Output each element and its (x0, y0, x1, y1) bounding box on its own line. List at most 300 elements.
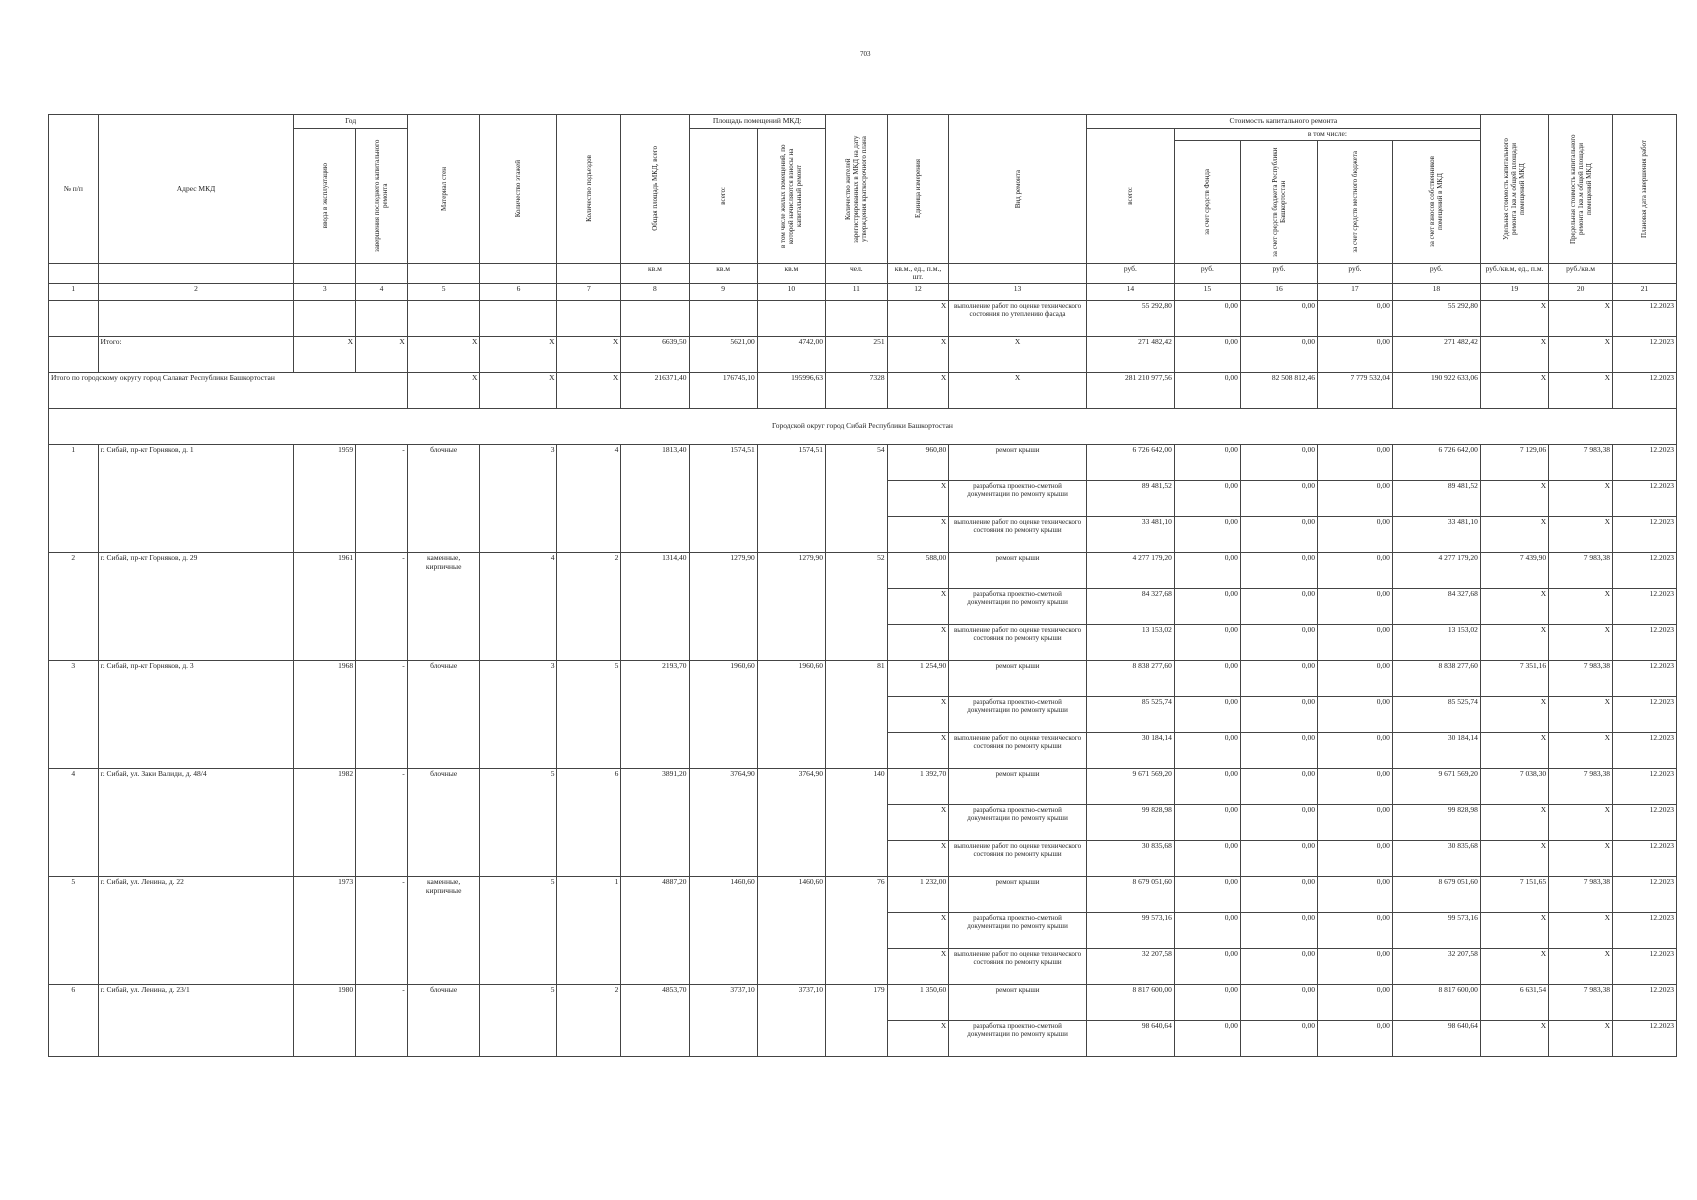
table-cell: 76 (826, 876, 888, 984)
table-cell: разработка проектно-сметной документации по ремонту крыши (949, 1020, 1087, 1056)
table-cell: 0,00 (1240, 660, 1317, 696)
table-cell: ремонт крыши (949, 876, 1087, 912)
table-cell: 4 (480, 552, 557, 660)
table-cell: X (887, 912, 949, 948)
table-cell: 0,00 (1240, 840, 1317, 876)
header-entrances: Количество подъездов (557, 115, 621, 264)
table-cell: X (1480, 1020, 1548, 1056)
column-number: 9 (689, 283, 757, 300)
table-cell: X (1480, 300, 1548, 336)
column-number: 8 (621, 283, 689, 300)
header-local-budget: за счет средств местного бюджета (1317, 140, 1392, 263)
table-cell: X (1549, 948, 1613, 984)
table-cell: 7328 (826, 372, 888, 408)
table-cell: X (1549, 336, 1613, 372)
table-cell: 0,00 (1317, 624, 1392, 660)
table-cell: выполнение работ по оценке технического состояния по ремонту крыши (949, 624, 1087, 660)
table-cell: 0,00 (1240, 984, 1317, 1020)
table-cell: 271 482,42 (1392, 336, 1480, 372)
table-cell: 6 (49, 984, 99, 1056)
table-cell: 0,00 (1317, 876, 1392, 912)
house-row (49, 768, 1677, 804)
table-cell: 1959 (294, 444, 356, 552)
page-number: 703 (860, 50, 871, 58)
table-cell: 52 (826, 552, 888, 660)
table-cell: X (1549, 840, 1613, 876)
table-cell: 99 828,98 (1086, 804, 1174, 840)
table-cell: 176745,10 (689, 372, 757, 408)
header-fund: за счет средств Фонда (1174, 140, 1240, 263)
table-cell: 1279,90 (689, 552, 757, 660)
table-cell: X (1480, 732, 1548, 768)
table-cell: X (1549, 624, 1613, 660)
table-cell: г. Сибай, ул. Заки Валиди, д. 48/4 (98, 768, 294, 876)
table-cell: 0,00 (1317, 1020, 1392, 1056)
table-cell: 98 640,64 (1392, 1020, 1480, 1056)
header-unit-cost: Удельная стоимость капитального ремонта 1кв.м общей площади помещений МКД (1480, 115, 1548, 264)
table-cell: 12.2023 (1612, 804, 1676, 840)
house-row (49, 660, 1677, 696)
table-row (49, 300, 1677, 336)
table-cell: 1960,60 (757, 660, 825, 768)
table-cell: г. Сибай, пр-кт Горняков, д. 29 (98, 552, 294, 660)
table-cell: 0,00 (1240, 300, 1317, 336)
unit-cell: руб. (1174, 263, 1240, 283)
table-cell: X (949, 336, 1087, 372)
table-cell: 0,00 (1240, 480, 1317, 516)
table-cell: 1 (557, 876, 621, 984)
table-cell: 12.2023 (1612, 984, 1676, 1020)
table-cell: 1982 (294, 768, 356, 876)
table-cell: 30 184,14 (1392, 732, 1480, 768)
table-cell: 0,00 (1240, 516, 1317, 552)
table-cell: выполнение работ по оценке технического состояния по ремонту крыши (949, 840, 1087, 876)
table-cell: 12.2023 (1612, 480, 1676, 516)
header-incl: в том числе: (1174, 129, 1480, 141)
table-cell: 12.2023 (1612, 372, 1676, 408)
table-cell: 5 (480, 876, 557, 984)
header-commission-year: ввода в эксплуатацию (294, 129, 356, 264)
table-cell: 55 292,80 (1392, 300, 1480, 336)
table-cell: 3737,10 (757, 984, 825, 1056)
table-cell: 12.2023 (1612, 840, 1676, 876)
table-cell: выполнение работ по оценке технического состояния по утеплению фасада (949, 300, 1087, 336)
table-cell: 4 277 179,20 (1392, 552, 1480, 588)
column-number: 10 (757, 283, 825, 300)
table-cell: разработка проектно-сметной документации по ремонту крыши (949, 804, 1087, 840)
table-cell: 0,00 (1317, 696, 1392, 732)
header-year-group: Год (294, 115, 407, 129)
table-cell: 82 508 812,46 (1240, 372, 1317, 408)
table-cell: 6 726 642,00 (1392, 444, 1480, 480)
table-cell: 0,00 (1317, 588, 1392, 624)
table-cell: X (1480, 948, 1548, 984)
table-cell: 0,00 (1317, 804, 1392, 840)
table-cell: 0,00 (1174, 840, 1240, 876)
unit-cell: кв.м (757, 263, 825, 283)
house-row (49, 444, 1677, 480)
table-cell: 0,00 (1174, 732, 1240, 768)
table-cell: 9 671 569,20 (1086, 768, 1174, 804)
table-cell: 1961 (294, 552, 356, 660)
table-cell: 0,00 (1174, 516, 1240, 552)
table-cell: 0,00 (1174, 444, 1240, 480)
table-cell: 0,00 (1317, 732, 1392, 768)
unit-cell: руб. (1086, 263, 1174, 283)
table-cell: X (1549, 1020, 1613, 1056)
table-cell: 7 129,06 (1480, 444, 1548, 480)
table-cell: 12.2023 (1612, 516, 1676, 552)
table-cell: 7 038,30 (1480, 768, 1548, 804)
table-cell: 0,00 (1240, 624, 1317, 660)
table-cell: 12.2023 (1612, 624, 1676, 660)
table-cell: г. Сибай, пр-кт Горняков, д. 1 (98, 444, 294, 552)
table-cell: 5 (49, 876, 99, 984)
table-cell: X (887, 336, 949, 372)
table-cell: г. Сибай, ул. Ленина, д. 22 (98, 876, 294, 984)
table-cell: 1574,51 (689, 444, 757, 552)
table-cell: 12.2023 (1612, 1020, 1676, 1056)
table-cell: 0,00 (1240, 876, 1317, 912)
table-cell: выполнение работ по оценке технического состояния по ремонту крыши (949, 948, 1087, 984)
table-cell: 0,00 (1317, 912, 1392, 948)
table-cell: 0,00 (1240, 768, 1317, 804)
table-cell: 12.2023 (1612, 660, 1676, 696)
house-row (49, 876, 1677, 912)
table-cell: 7 983,38 (1549, 876, 1613, 912)
table-cell: 2193,70 (621, 660, 689, 768)
table-header (49, 115, 1677, 301)
table-cell: 2 (557, 552, 621, 660)
column-number: 18 (1392, 283, 1480, 300)
table-cell: 0,00 (1317, 444, 1392, 480)
table-cell: 0,00 (1174, 696, 1240, 732)
table-cell: 89 481,52 (1392, 480, 1480, 516)
table-cell: X (557, 372, 621, 408)
table-cell: 0,00 (1317, 984, 1392, 1020)
section-title: Городской округ город Сибай Республики Башкортостан (49, 408, 1677, 444)
table-cell: 0,00 (1317, 552, 1392, 588)
table-cell: 81 (826, 660, 888, 768)
table-cell: 0,00 (1174, 300, 1240, 336)
table-cell: выполнение работ по оценке технического состояния по ремонту крыши (949, 516, 1087, 552)
table-cell: 98 640,64 (1086, 1020, 1174, 1056)
table-cell: X (1480, 804, 1548, 840)
table-cell: X (1480, 480, 1548, 516)
table-cell: X (1549, 696, 1613, 732)
table-cell: 1279,90 (757, 552, 825, 660)
unit-cell: руб./кв.м (1549, 263, 1613, 283)
table-cell: 6 726 642,00 (1086, 444, 1174, 480)
table-cell: 7 351,16 (1480, 660, 1548, 696)
table-cell: X (1480, 372, 1548, 408)
house-row (49, 984, 1677, 1020)
table-cell: 1 (49, 444, 99, 552)
table-cell: - (356, 876, 408, 984)
header-area-group: Площадь помещений МКД: (689, 115, 825, 129)
table-cell: X (887, 300, 949, 336)
table-cell: 179 (826, 984, 888, 1056)
header-wall-material: Материал стен (407, 115, 480, 264)
table-cell: блочные (407, 984, 480, 1056)
column-number: 6 (480, 283, 557, 300)
table-cell: 0,00 (1174, 372, 1240, 408)
table-cell: 281 210 977,56 (1086, 372, 1174, 408)
table-cell: 3891,20 (621, 768, 689, 876)
table-cell: 0,00 (1240, 552, 1317, 588)
table-cell: Итого по городскому округу город Салават Республики Башкортостан (49, 372, 408, 408)
header-address: Адрес МКД (98, 115, 294, 264)
table-cell: 30 835,68 (1392, 840, 1480, 876)
header-number: № п/п (49, 115, 99, 264)
table-cell: X (1549, 912, 1613, 948)
table-cell: 0,00 (1240, 588, 1317, 624)
unit-cell: кв.м (689, 263, 757, 283)
table-cell: - (356, 444, 408, 552)
table-cell: 8 838 277,60 (1392, 660, 1480, 696)
table-cell: 7 779 532,04 (1317, 372, 1392, 408)
table-cell: 0,00 (1317, 768, 1392, 804)
table-cell: X (887, 696, 949, 732)
table-cell: 960,80 (887, 444, 949, 480)
header-cost-total: всего: (1086, 129, 1174, 264)
table-cell: 7 983,38 (1549, 768, 1613, 804)
table-cell: 6639,50 (621, 336, 689, 372)
table-cell: 12.2023 (1612, 552, 1676, 588)
table-cell: разработка проектно-сметной документации по ремонту крыши (949, 696, 1087, 732)
table-cell: каменные, кирпичные (407, 876, 480, 984)
table-cell: 12.2023 (1612, 696, 1676, 732)
column-number: 2 (98, 283, 294, 300)
table-cell: - (356, 660, 408, 768)
table-cell: X (1480, 336, 1548, 372)
table-cell: блочные (407, 444, 480, 552)
table-cell: X (356, 336, 408, 372)
column-number: 3 (294, 283, 356, 300)
table-cell: 7 983,38 (1549, 984, 1613, 1020)
header-area-total: всего: (689, 129, 757, 264)
table-cell: 1973 (294, 876, 356, 984)
column-number: 15 (1174, 283, 1240, 300)
table-cell: 0,00 (1317, 516, 1392, 552)
table-cell: 190 922 633,06 (1392, 372, 1480, 408)
table-cell: 6 (557, 768, 621, 876)
table-cell: 33 481,10 (1086, 516, 1174, 552)
table-cell: 8 817 600,00 (1086, 984, 1174, 1020)
table-cell: 89 481,52 (1086, 480, 1174, 516)
table-cell: 7 983,38 (1549, 444, 1613, 480)
table-cell: 12.2023 (1612, 336, 1676, 372)
table-cell: 0,00 (1240, 804, 1317, 840)
unit-cell: руб. (1317, 263, 1392, 283)
table-cell: X (1480, 696, 1548, 732)
table-cell: 1 254,90 (887, 660, 949, 696)
table-cell: X (887, 840, 949, 876)
table-cell: 32 207,58 (1086, 948, 1174, 984)
table-cell: выполнение работ по оценке технического состояния по ремонту крыши (949, 732, 1087, 768)
table-cell: 0,00 (1174, 588, 1240, 624)
table-cell: 4 277 179,20 (1086, 552, 1174, 588)
table-cell: 12.2023 (1612, 444, 1676, 480)
table-cell: 84 327,68 (1392, 588, 1480, 624)
unit-cell: чел. (826, 263, 888, 283)
table-cell: 99 573,16 (1392, 912, 1480, 948)
table-cell: - (356, 768, 408, 876)
table-cell: 32 207,58 (1392, 948, 1480, 984)
table-cell: блочные (407, 660, 480, 768)
table-cell: Итого: (98, 336, 294, 372)
table-cell: X (887, 804, 949, 840)
table-cell: X (407, 372, 480, 408)
table-cell: г. Сибай, пр-кт Горняков, д. 3 (98, 660, 294, 768)
table-cell: X (887, 588, 949, 624)
table-cell: каменные, кирпичные (407, 552, 480, 660)
table-cell: 54 (826, 444, 888, 552)
table-cell: 0,00 (1174, 912, 1240, 948)
table-cell: 12.2023 (1612, 912, 1676, 948)
table-cell: X (887, 624, 949, 660)
table-cell: 0,00 (1240, 444, 1317, 480)
table-cell: 0,00 (1240, 732, 1317, 768)
table-cell: 3764,90 (689, 768, 757, 876)
header-residents: Количество жителей зарегистрированных в МКД на дату утверждения краткосрочного плана (826, 115, 888, 264)
table-cell: 0,00 (1317, 480, 1392, 516)
table-cell: 1980 (294, 984, 356, 1056)
table-cell: 0,00 (1317, 336, 1392, 372)
table-cell: 588,00 (887, 552, 949, 588)
unit-cell: кв.м., ед., п.м., шт. (887, 263, 949, 283)
units-row (49, 263, 1677, 283)
table-cell: 7 983,38 (1549, 660, 1613, 696)
table-cell: 55 292,80 (1086, 300, 1174, 336)
column-number: 7 (557, 283, 621, 300)
house-row (49, 552, 1677, 588)
table-cell: 1314,40 (621, 552, 689, 660)
table-cell: 0,00 (1174, 768, 1240, 804)
table-cell: 6 631,54 (1480, 984, 1548, 1020)
table-cell: 2 (557, 984, 621, 1056)
column-number: 11 (826, 283, 888, 300)
table-cell: 0,00 (1240, 696, 1317, 732)
table-cell: 140 (826, 768, 888, 876)
table-cell: 4 (49, 768, 99, 876)
table-cell: блочные (407, 768, 480, 876)
table-cell: 2 (49, 552, 99, 660)
header-floors: Количество этажей (480, 115, 557, 264)
column-number: 21 (1612, 283, 1676, 300)
unit-cell: руб. (1392, 263, 1480, 283)
table-cell: 1460,60 (757, 876, 825, 984)
table-cell: X (1480, 588, 1548, 624)
table-cell: 3 (480, 660, 557, 768)
table-cell: X (1549, 804, 1613, 840)
unit-cell: руб. (1240, 263, 1317, 283)
table-cell: 12.2023 (1612, 732, 1676, 768)
header-owners: за счет взносов собственников помещений в МКД (1392, 140, 1480, 263)
table-cell: X (887, 372, 949, 408)
table-cell: 0,00 (1174, 948, 1240, 984)
header-republic-budget: за счет средств бюджета Республики Башкортостан (1240, 140, 1317, 263)
table-cell: 0,00 (1174, 1020, 1240, 1056)
table-cell: 0,00 (1174, 660, 1240, 696)
table-cell: X (887, 1020, 949, 1056)
table-cell: разработка проектно-сметной документации по ремонту крыши (949, 588, 1087, 624)
table-cell: X (1480, 624, 1548, 660)
table-cell: 12.2023 (1612, 588, 1676, 624)
table-cell: 85 525,74 (1392, 696, 1480, 732)
table-cell: 0,00 (1174, 876, 1240, 912)
table-cell: 4742,00 (757, 336, 825, 372)
table-cell: 85 525,74 (1086, 696, 1174, 732)
table-cell: 0,00 (1174, 624, 1240, 660)
table-cell: 3 (480, 444, 557, 552)
table-cell: 1 350,60 (887, 984, 949, 1020)
header-unit: Единица измерения (887, 115, 949, 264)
column-number: 19 (1480, 283, 1548, 300)
table-cell: 8 838 277,60 (1086, 660, 1174, 696)
table-cell: X (1549, 732, 1613, 768)
itogo-row (49, 336, 1677, 372)
table-cell: X (1480, 912, 1548, 948)
header-area-residential: в том числе жилых помещений, по которой начисляются взносы на капитальный ремонт (757, 129, 825, 264)
table-cell: 0,00 (1174, 480, 1240, 516)
table-cell: 33 481,10 (1392, 516, 1480, 552)
column-number: 5 (407, 283, 480, 300)
column-number: 16 (1240, 283, 1317, 300)
capital-repair-table (48, 114, 1677, 1057)
table-cell: 5 (557, 660, 621, 768)
table-cell: 7 983,38 (1549, 552, 1613, 588)
table-cell: ремонт крыши (949, 984, 1087, 1020)
table-cell: 13 153,02 (1086, 624, 1174, 660)
table-cell: 12.2023 (1612, 948, 1676, 984)
header-last-repair-year: завершения последнего капитального ремонта (356, 129, 408, 264)
table-cell: 195996,63 (757, 372, 825, 408)
table-cell: 30 184,14 (1086, 732, 1174, 768)
table-cell: 0,00 (1240, 912, 1317, 948)
table-cell: 4853,70 (621, 984, 689, 1056)
table-cell: X (480, 336, 557, 372)
column-number: 17 (1317, 283, 1392, 300)
table-cell: X (294, 336, 356, 372)
header-total-area: Общая площадь МКД, всего (621, 115, 689, 264)
table-cell: X (1549, 372, 1613, 408)
column-number: 12 (887, 283, 949, 300)
header-cost-group: Стоимость капитального ремонта (1086, 115, 1480, 129)
table-cell: X (1480, 516, 1548, 552)
table-cell: 1 392,70 (887, 768, 949, 804)
table-cell: 3737,10 (689, 984, 757, 1056)
table-cell: 0,00 (1317, 948, 1392, 984)
table-cell: - (356, 552, 408, 660)
table-cell: 0,00 (1240, 336, 1317, 372)
table-cell: ремонт крыши (949, 552, 1087, 588)
section-row (49, 408, 1677, 444)
table-cell: 1968 (294, 660, 356, 768)
table-cell: 84 327,68 (1086, 588, 1174, 624)
table-cell: X (949, 372, 1087, 408)
table-cell: X (1549, 300, 1613, 336)
table-cell: 0,00 (1174, 336, 1240, 372)
table-cell: 5621,00 (689, 336, 757, 372)
table-cell: 1960,60 (689, 660, 757, 768)
table-cell: X (480, 372, 557, 408)
column-number: 4 (356, 283, 408, 300)
table-cell: X (1549, 480, 1613, 516)
table-cell: X (887, 732, 949, 768)
table-cell: X (1549, 588, 1613, 624)
table-cell: 1813,40 (621, 444, 689, 552)
